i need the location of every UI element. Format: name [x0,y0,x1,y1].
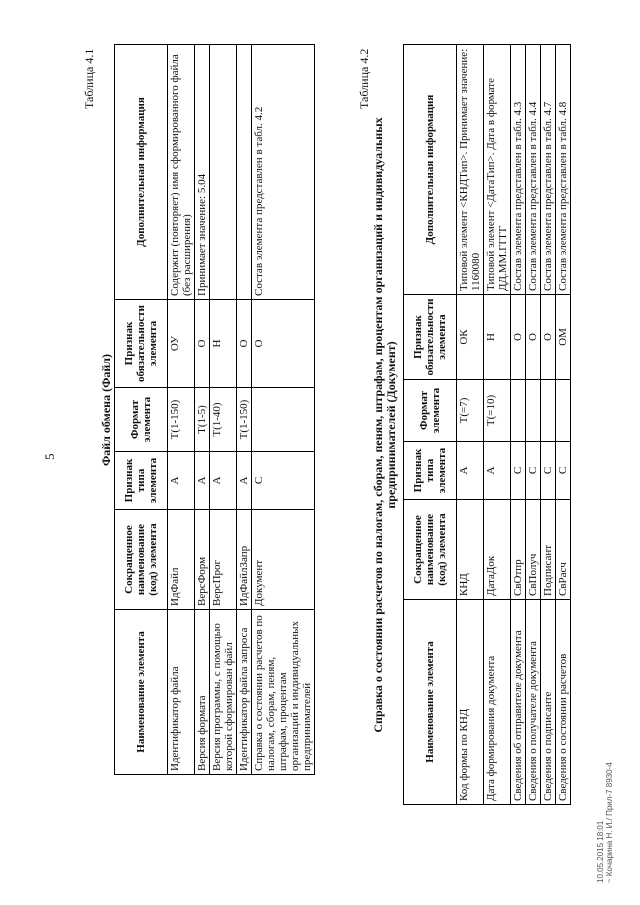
table-cell: Идентификатор файла запроса [237,610,252,775]
table-cell: Сведения о получателе документа [526,600,541,805]
table-header-row [115,45,168,775]
table-header-row [404,45,457,805]
table-cell: Код формы по КНД [457,600,484,805]
table-cell [541,380,556,442]
table-cell: ОУ [168,300,195,388]
table-cell: T(1-40) [210,388,237,452]
table-cell [237,45,252,300]
table-cell: ВерсПрог [210,510,237,610]
table-cell: О [252,300,315,388]
table-cell: ОК [457,295,484,380]
table-cell: Н [210,300,237,388]
table-cell: Версия программы, с помощью которой сформирован файл [210,610,237,775]
table-cell: Типовой элемент <КНДТип>. Принимает значение: 1160080 [457,45,484,295]
registration-stamp [596,762,614,883]
table-cell: А [168,452,195,510]
header-cell: Сокращенное наименование (код) элемента [115,510,168,610]
table-cell: Типовой элемент <ДатаТип>. Дата в формате ДД.ММ.ГГГГ [484,45,511,295]
header-cell: Наименование элемента [115,610,168,775]
table-cell: Состав элемента представлен в табл. 4.8 [556,45,571,295]
table-row [195,45,210,775]
table-row [210,45,237,775]
table-cell: T(=7) [457,380,484,442]
table-4-2-caption [372,45,398,805]
table-cell: С [252,452,315,510]
table-row [168,45,195,775]
table-4-2 [403,44,571,805]
table-cell [252,388,315,452]
table-4-1-label: Таблица 4.1 [82,48,96,109]
header-cell: Наименование элемента [404,600,457,805]
table-cell: Сведения об отправителе документа [511,600,526,805]
table-cell: Подписант [541,500,556,600]
caption-line: Справка о состоянии расчетов по налогам, сборам, пеням, штрафам, процентам организаций и индивидуальных [371,117,385,733]
stamp-line: 10.05.2015 18:01 [596,820,605,883]
table-cell: СвОтпр [511,500,526,600]
header-cell: Признак обязательности элемента [115,300,168,388]
table-cell [210,45,237,300]
table-cell: С [541,442,556,500]
table-cell: Сведения о подписанте [541,600,556,805]
table-cell: Документ [252,510,315,610]
table-cell: ОМ [556,295,571,380]
table-cell: T(1-150) [168,388,195,452]
table-cell: Идентификатор файла [168,610,195,775]
table-4-1 [114,44,315,775]
table-cell: О [511,295,526,380]
table-cell: СвРасч [556,500,571,600]
table-cell: Состав элемента представлен в табл. 4.2 [252,45,315,300]
page-number: 5 [42,453,57,460]
table-cell: T(=10) [484,380,511,442]
table-cell [526,380,541,442]
header-cell: Дополнительная информация [115,45,168,300]
table-cell: Состав элемента представлен в табл. 4.3 [511,45,526,295]
header-cell: Признак типа элемента [404,442,457,500]
table-cell: T(1-150) [237,388,252,452]
table-cell: О [237,300,252,388]
table-cell: КНД [457,500,484,600]
table-cell: ИдФайлЗапр [237,510,252,610]
table-4-2-label: Таблица 4.2 [357,48,371,109]
table-cell: О [541,295,556,380]
table-cell: Содержит (повторяет) имя сформированного файла (без расширения) [168,45,195,300]
table-cell: А [457,442,484,500]
table-cell [556,380,571,442]
table-row [511,45,526,805]
stamp-line: ~ Кочарина Н. И./ Прил-7 8930-4 [605,762,614,883]
table-cell: С [556,442,571,500]
header-cell: Формат элемента [115,388,168,452]
table-cell: С [526,442,541,500]
table-cell: Состав элемента представлен в табл. 4.4 [526,45,541,295]
table-cell: СвПолуч [526,500,541,600]
table-row [237,45,252,775]
header-cell: Сокращенное наименование (код) элемента [404,500,457,600]
table-cell: ВерсФорм [195,510,210,610]
header-cell: Признак типа элемента [115,452,168,510]
table-cell: А [237,452,252,510]
header-cell: Дополнительная информация [404,45,457,295]
table-cell: А [484,442,511,500]
table-4-1-caption: Файл обмена (Файл) [99,353,113,467]
table-cell: О [195,300,210,388]
caption-line: предпринимателей (Документ) [384,341,398,509]
table-cell: ДатаДок [484,500,511,600]
table-cell [511,380,526,442]
table-cell: С [511,442,526,500]
table-row [252,45,315,775]
table-cell: T(1-5) [195,388,210,452]
table-cell: А [210,452,237,510]
table-row [541,45,556,805]
table-cell: Принимает значение: 5.04 [195,45,210,300]
table-cell: Дата формирования документа [484,600,511,805]
table-row [484,45,511,805]
header-cell: Признак обязательности элемента [404,295,457,380]
table-cell: О [526,295,541,380]
table-cell: Версия формата [195,610,210,775]
header-cell: Формат элемента [404,380,457,442]
table-cell: Состав элемента представлен в табл. 4.7 [541,45,556,295]
table-cell: Сведения о состоянии расчетов [556,600,571,805]
table-cell: ИдФайл [168,510,195,610]
table-cell: А [195,452,210,510]
table-cell: Н [484,295,511,380]
table-row [556,45,571,805]
table-row [526,45,541,805]
table-row [457,45,484,805]
table-cell: Справка о состоянии расчетов по налогам, сборам, пеням, штрафам, процентам организаций и индивидуальных предпринимателей [252,610,315,775]
